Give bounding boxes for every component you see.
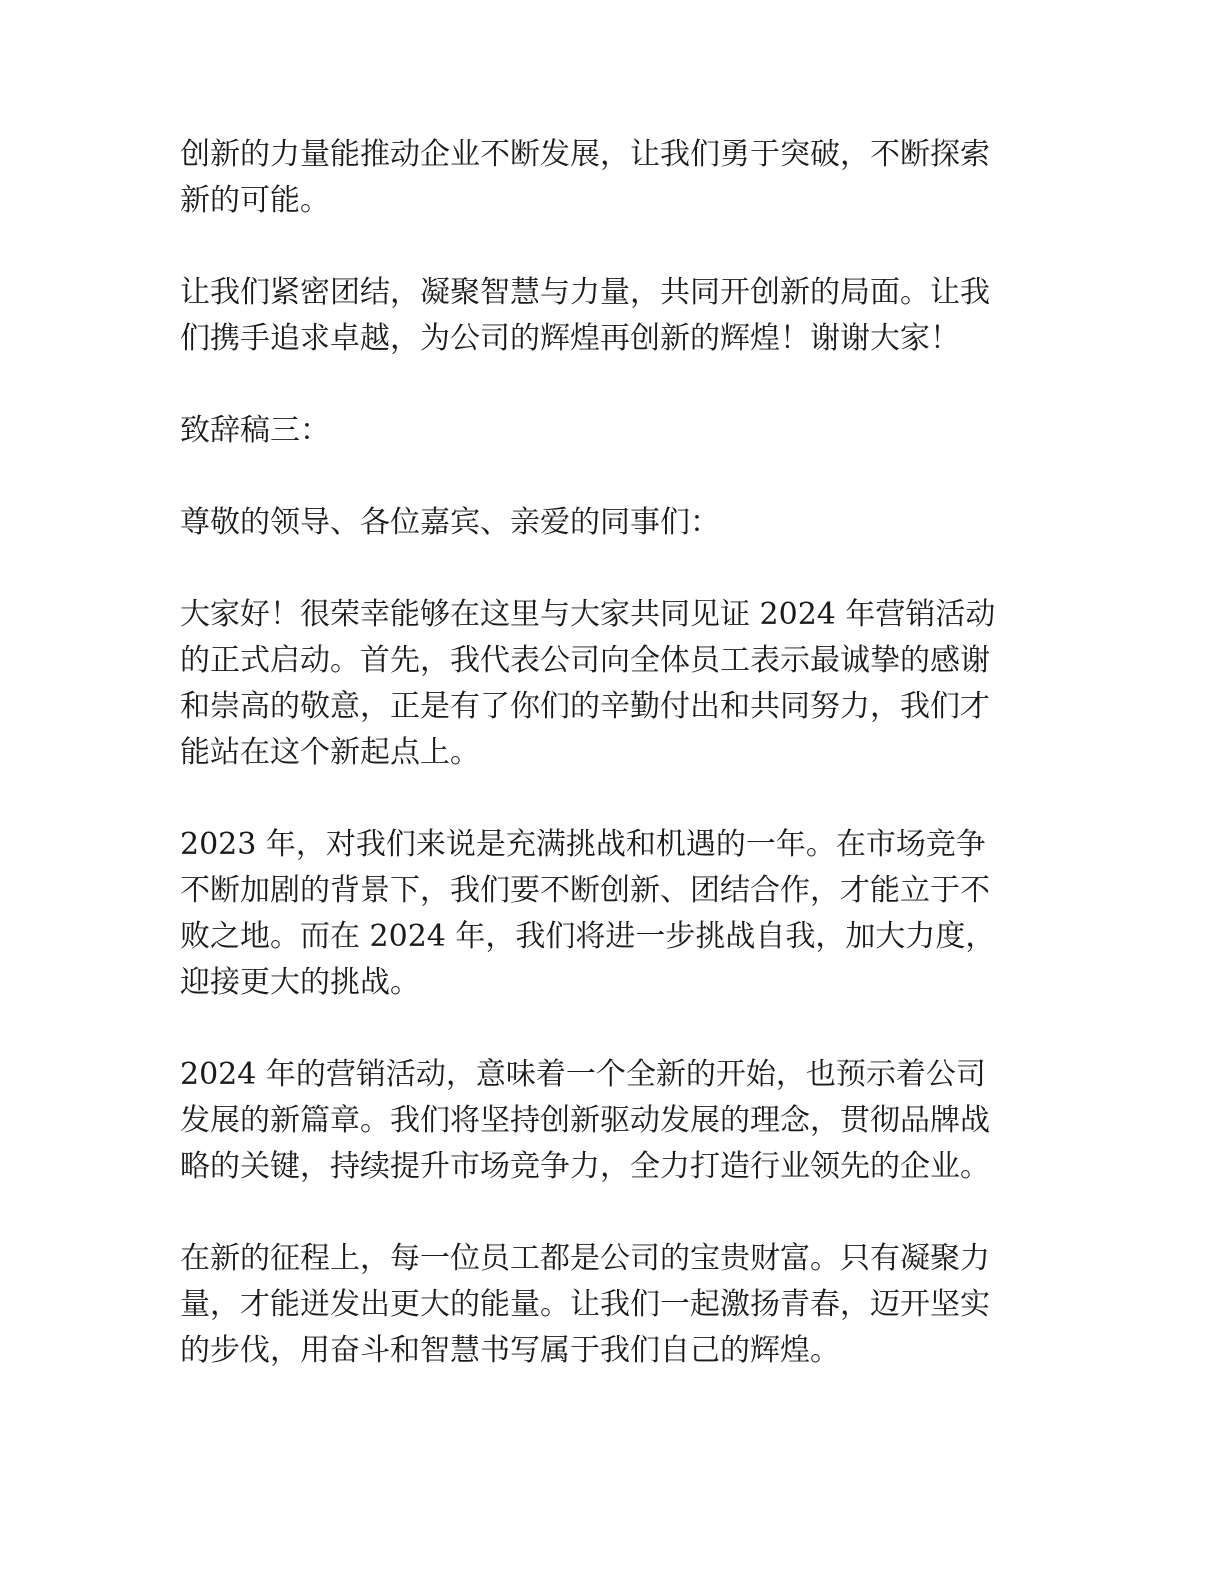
text-line: 略的关键，持续提升市场竞争力，全力打造行业领先的企业。 bbox=[180, 1149, 990, 1184]
text-line: 在新的征程上，每一位员工都是公司的宝贵财富。只有凝聚力 bbox=[180, 1241, 990, 1276]
paragraph-2024-plan bbox=[180, 1052, 1050, 1190]
text-line: 的步伐，用奋斗和智慧书写属于我们自己的辉煌。 bbox=[180, 1333, 840, 1368]
paragraph-innovation bbox=[180, 132, 1050, 224]
text-line: 们携手追求卓越，为公司的辉煌再创新的辉煌！谢谢大家！ bbox=[180, 321, 960, 356]
text-line: 2024 年的营销活动，意味着一个全新的开始，也预示着公司 bbox=[180, 1057, 986, 1092]
heading-text: 致辞稿三： bbox=[180, 413, 330, 448]
paragraph-greeting bbox=[180, 592, 1050, 776]
text-line: 新的可能。 bbox=[180, 183, 330, 218]
text-line: 的正式启动。首先，我代表公司向全体员工表示最诚挚的感谢 bbox=[180, 643, 990, 678]
text-line: 创新的力量能推动企业不断发展，让我们勇于突破，不断探索 bbox=[180, 137, 990, 172]
paragraph-unity bbox=[180, 270, 1050, 362]
text-line: 不断加剧的背景下，我们要不断创新、团结合作，才能立于不 bbox=[180, 873, 990, 908]
salutation bbox=[180, 500, 1050, 546]
text-line: 败之地。而在 2024 年，我们将进一步挑战自我，加大力度， bbox=[180, 919, 996, 954]
paragraph-closing bbox=[180, 1236, 1050, 1374]
text-line: 和崇高的敬意，正是有了你们的辛勤付出和共同努力，我们才 bbox=[180, 689, 990, 724]
text-line: 大家好！很荣幸能够在这里与大家共同见证 2024 年营销活动 bbox=[180, 597, 996, 632]
text-line: 2023 年，对我们来说是充满挑战和机遇的一年。在市场竞争 bbox=[180, 827, 986, 862]
text-line: 迎接更大的挑战。 bbox=[180, 965, 420, 1000]
text-line: 让我们紧密团结，凝聚智慧与力量，共同开创新的局面。让我 bbox=[180, 275, 990, 310]
paragraph-2023-review bbox=[180, 822, 1050, 1006]
salutation-text: 尊敬的领导、各位嘉宾、亲爱的同事们： bbox=[180, 505, 720, 540]
section-heading bbox=[180, 408, 1050, 454]
text-line: 量，才能迸发出更大的能量。让我们一起激扬青春，迈开坚实 bbox=[180, 1287, 990, 1322]
document-body bbox=[180, 132, 1050, 1420]
text-line: 发展的新篇章。我们将坚持创新驱动发展的理念，贯彻品牌战 bbox=[180, 1103, 990, 1138]
text-line: 能站在这个新起点上。 bbox=[180, 735, 480, 770]
